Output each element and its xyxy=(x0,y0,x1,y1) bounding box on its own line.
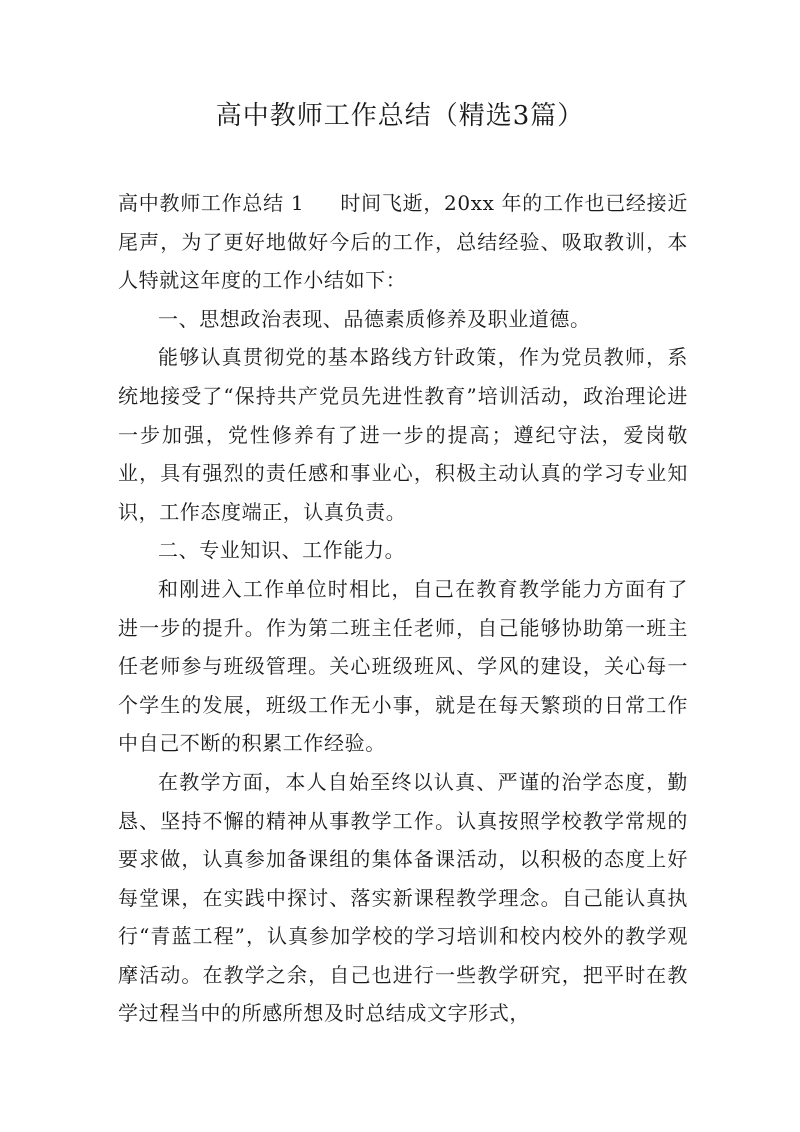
document-title: 高中教师工作总结（精选3篇） xyxy=(215,101,585,131)
paragraph-teaching: 在教学方面，本人自始至终以认真、严谨的治学态度，勤恳、坚持不懈的精神从事教学工作。认真按照学校教学常规的要求做，认真参加备课组的集体备课活动，以积极的态度上好每堂课，在实践中探讨、落实新课程教学理念。自己能认真执行“青蓝工程”，认真参加学校的学习培训和校内校外的教学观摩活动。在教学之余，自己也进行一些教学研究，把平时在教学过程当中的所感所想及时总结成文字形式， xyxy=(118,769,688,1026)
intro-text: 时间飞逝，20xx 年的工作也已经接近尾声，为了更好地做好今后的工作，总结经验、吸取教训，本人特就这年度的工作小结如下： xyxy=(118,191,688,293)
heading-professional: 二、专业知识、工作能力。 xyxy=(158,538,406,563)
paragraph-professional: 和刚进入工作单位时相比，自己在教育教学能力方面有了进一步的提升。作为第二班主任老师，自己能够协助第一班主任老师参与班级管理。关心班级班风、学风的建设，关心每一个学生的发展，班级工作无小事，就是在每天繁琐的日常工作中自己不断的积累工作经验。 xyxy=(118,576,688,756)
section-label: 高中教师工作总结 1 xyxy=(118,191,305,215)
paragraph-politics: 能够认真贯彻党的基本路线方针政策，作为党员教师，系统地接受了“保持共产党员先进性教育”培训活动，政治理论进一步加强，党性修养有了进一步的提高；遵纪守法，爱岗敬业，具有强烈的责任感和事业心，积极主动认真的学习专业知识，工作态度端正，认真负责。 xyxy=(118,345,688,524)
heading-politics: 一、思想政治表现、品德素质修养及职业道德。 xyxy=(158,306,591,331)
intro-paragraph xyxy=(118,184,688,300)
document-body xyxy=(118,184,688,1033)
